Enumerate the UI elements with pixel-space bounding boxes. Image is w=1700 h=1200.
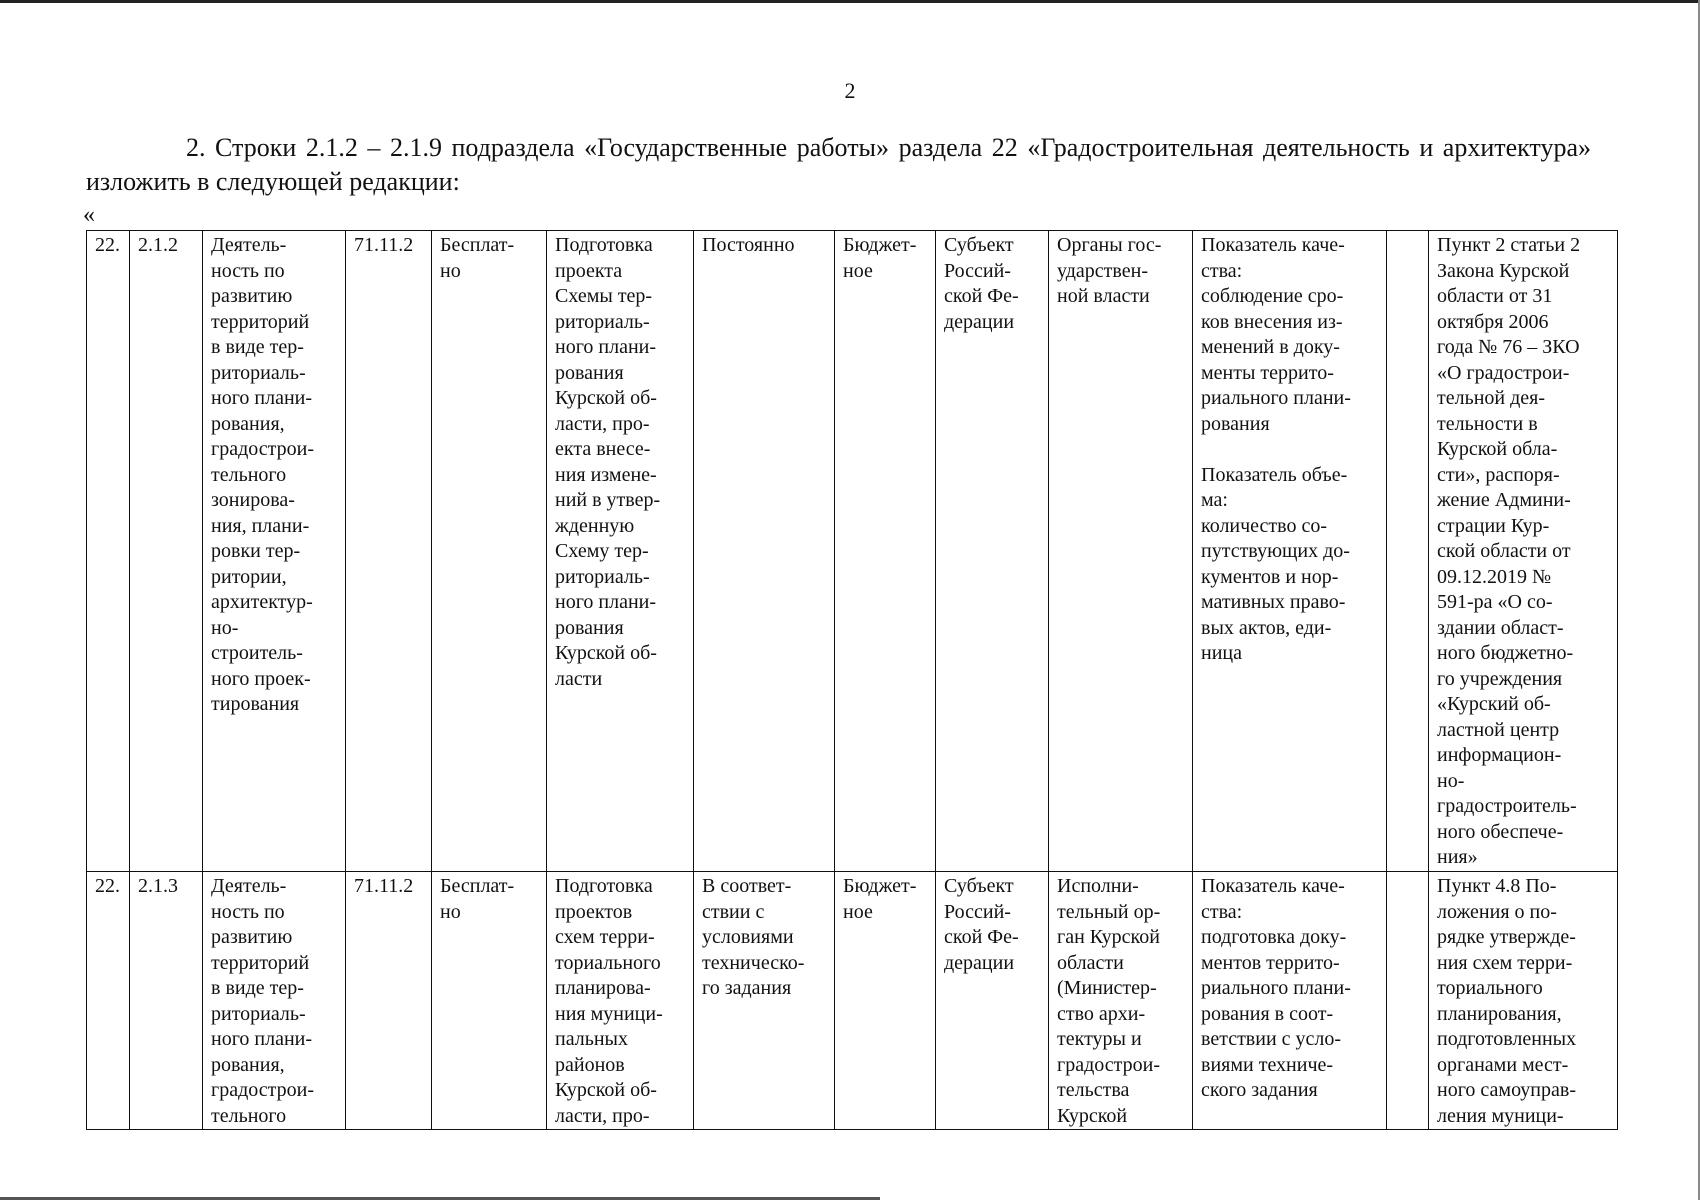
row-code-cell: 2.1.3 xyxy=(130,872,203,1130)
legal-basis-cell: Пункт 2 статьи 2 Закона Курской области от 31 октября 2006 года № 76 – ЗКО «О градострои- тельной дея- тельности в Курской обла- сти», распоря- жение Админи- страции Кур- ской области от 09.12.2019 № 591-ра «О со- здании област- ного бюджетно- го учреждения «Курский об- ластной центр информацион- но- градостроитель- ного обеспече- ния» xyxy=(1429,231,1618,872)
intro-paragraph: 2. Строки 2.1.2 – 2.1.9 подраздела «Государственные работы» раздела 22 «Градостроительная деятельность и архитектура» изложить в следующей редакции: xyxy=(86,133,1591,196)
institution-type-cell: Бюджет- ное xyxy=(835,231,936,872)
empty-cell xyxy=(1387,872,1429,1130)
okved-code-cell: 71.11.2 xyxy=(346,872,432,1130)
opening-quote-mark: « xyxy=(83,202,95,228)
indicators-cell: Показатель каче- ства: подготовка доку- ментов террито- риального плани- рования в соот- ветствии с усло- виями техниче- ского задания xyxy=(1193,872,1387,1130)
founder-body-cell: Исполни- тельный ор- ган Курской области (Министер- ство архи- тектуры и градострои- тельства Курской xyxy=(1049,872,1193,1130)
section-number-cell: 22. xyxy=(87,872,130,1130)
frequency-cell: Постоянно xyxy=(694,231,835,872)
table-row xyxy=(87,231,1618,872)
consumer-category-cell: Субъект Россий- ской Фе- дерации xyxy=(936,231,1049,872)
table-row xyxy=(87,872,1618,1130)
activity-name-cell: Деятель- ность по развитию территорий в виде тер- риториаль- ного плани- рования, градострои- тельного зонирова- ния, плани- ровки тер- ритории, архитектур- но- строитель- ного проек- тирования xyxy=(203,231,346,872)
indicators-cell: Показатель каче- ства: соблюдение сро- ков внесения из- менений в доку- менты террито- риального плани- рования Показатель объе- ма: количество со- путствующих до- кументов и нор- мативных право- вых актов, еди- ница xyxy=(1193,231,1387,872)
institution-type-cell: Бюджет- ное xyxy=(835,872,936,1130)
empty-cell xyxy=(1387,231,1429,872)
work-content-cell: Подготовка проекта Схемы тер- риториаль- ного плани- рования Курской об- ласти, про- екта внесе- ния измене- ний в утвер- жденную Схему тер- риториаль- ного плани- рования Курской об- ласти xyxy=(547,231,694,872)
row-code-cell: 2.1.2 xyxy=(130,231,203,872)
legal-basis-cell: Пункт 4.8 По- ложения о по- рядке утвержде- ния схем терри- ториального планирования, подготовленных органами мест- ного самоуправ- ления муници- xyxy=(1429,872,1618,1130)
payment-type-cell: Бесплат- но xyxy=(432,872,547,1130)
founder-body-cell: Органы гос- ударствен- ной власти xyxy=(1049,231,1193,872)
work-content-cell: Подготовка проектов схем терри- ториального планирова- ния муници- пальных районов Курской об- ласти, про- xyxy=(547,872,694,1130)
services-table xyxy=(86,230,1618,1130)
frequency-cell: В соответ- ствии с условиями техническо- го задания xyxy=(694,872,835,1130)
scan-edge-top xyxy=(0,0,1700,3)
activity-name-cell: Деятель- ность по развитию территорий в виде тер- риториаль- ного плани- рования, градострои- тельного xyxy=(203,872,346,1130)
consumer-category-cell: Субъект Россий- ской Фе- дерации xyxy=(936,872,1049,1130)
okved-code-cell: 71.11.2 xyxy=(346,231,432,872)
section-number-cell: 22. xyxy=(87,231,130,872)
page-number: 2 xyxy=(844,78,856,103)
payment-type-cell: Бесплат- но xyxy=(432,231,547,872)
